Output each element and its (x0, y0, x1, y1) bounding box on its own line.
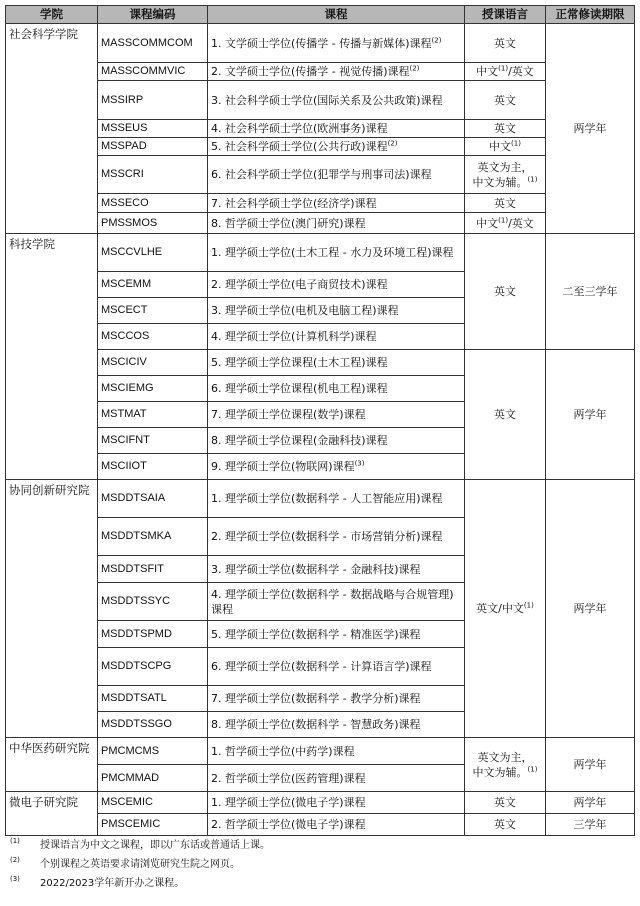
course-cell (208, 324, 465, 350)
course-cell (208, 402, 465, 428)
course-cell (208, 272, 465, 298)
course-text: 5. 理学硕士学位课程(土木工程)课程 (211, 356, 388, 369)
duration-cell: 二至三学年 (546, 234, 635, 350)
footnote-text: 个别课程之英语要求请浏览研究生院之网页。 (40, 859, 240, 870)
footnote (10, 874, 630, 893)
course-cell (208, 298, 465, 324)
faculty-cell: 微电子研究院 (6, 792, 98, 836)
duration-cell: 两学年 (546, 738, 635, 792)
duration-cell: 三学年 (546, 814, 635, 836)
language-cell: 英文 (465, 234, 546, 350)
table-row (6, 24, 635, 63)
footnote-text: 2022/2023学年新开办之课程。 (40, 878, 185, 889)
footnote-mark: (1) (10, 837, 20, 845)
course-text: 4. 理学硕士学位(数据科学 - 数据战略与合规管理)课程 (211, 587, 454, 616)
course-cell (208, 24, 465, 63)
header-language: 授课语言 (465, 6, 546, 24)
code-cell: MASSCOMMCOM (98, 24, 208, 63)
footnote-mark: (2) (409, 64, 420, 73)
code-cell: MSDDTSSGO (98, 712, 208, 738)
lang-text: 中文为辅。 (472, 765, 528, 779)
lang-text: 英文为主， (477, 160, 533, 174)
course-cell (208, 376, 465, 402)
lang-text: /英文 (508, 65, 534, 78)
code-cell: MASSCOMMVIC (98, 63, 208, 81)
lang-text: 中文为辅。 (472, 175, 528, 189)
language-cell: 英文 (465, 792, 546, 814)
code-cell: MSDDTSFIT (98, 556, 208, 583)
faculty-cell: 科技学院 (6, 234, 98, 480)
language-cell: 英文 (465, 194, 546, 213)
language-cell (465, 738, 546, 792)
course-text: 5. 理学硕士学位(数据科学 - 精准医学)课程 (211, 627, 421, 641)
language-cell: 英文 (465, 814, 546, 836)
course-cell (208, 556, 465, 583)
course-cell (208, 738, 465, 765)
footnote-mark: (2) (431, 35, 442, 44)
duration-cell: 两学年 (546, 792, 635, 814)
course-text: 9. 理学硕士学位(物联网)课程 (211, 460, 355, 473)
course-text: 1. 理学硕士学位(数据科学 - 人工智能应用)课程 (211, 492, 443, 505)
code-cell: MSCEMIC (98, 792, 208, 814)
code-cell: MSSIRP (98, 81, 208, 120)
course-text: 6. 理学硕士学位课程(机电工程)课程 (211, 382, 388, 395)
footnotes (10, 836, 630, 893)
code-cell: PMSSMOS (98, 213, 208, 234)
lang-text: 英文为主， (477, 750, 533, 764)
code-cell: MSCCOS (98, 324, 208, 350)
code-cell: MSCCVLHE (98, 234, 208, 272)
language-cell: 英文 (465, 120, 546, 138)
footnote (10, 855, 630, 874)
footnote-mark: (1) (511, 139, 521, 148)
lang-text: 中文 (476, 65, 499, 78)
language-cell: 英文 (465, 24, 546, 63)
course-text: 1. 理学硕士学位(土木工程 - 水力及环境工程)课程 (211, 246, 454, 259)
table-row (6, 738, 635, 765)
faculty-cell: 中华医药研究院 (6, 738, 98, 792)
course-cell (208, 792, 465, 814)
code-cell: MSSECO (98, 194, 208, 213)
course-text: 3. 社会科学硕士学位(国际关系及公共政策)课程 (211, 93, 443, 107)
course-text: 8. 哲学硕士学位(澳门研究)课程 (211, 216, 366, 230)
course-text: 2. 理学硕士学位(电子商贸技术)课程 (211, 278, 388, 291)
course-cell (208, 156, 465, 194)
code-cell: MSCEMM (98, 272, 208, 298)
language-cell: 英文 (465, 350, 546, 480)
table-row (6, 81, 635, 120)
course-text: 7. 理学硕士学位课程(数学)课程 (211, 408, 366, 421)
footnote-mark: (2) (10, 856, 20, 864)
table-row (6, 792, 635, 814)
course-cell (208, 621, 465, 648)
footnote-text: 授课语言为中文之课程，即以广东话或普通话上课。 (40, 840, 270, 851)
header-duration: 正常修读期限 (546, 6, 635, 24)
course-cell (208, 234, 465, 272)
code-cell: MSDDTSCPG (98, 648, 208, 686)
duration-cell: 两学年 (546, 350, 635, 480)
header-faculty: 学院 (6, 6, 98, 24)
course-text: 2. 文学硕士学位(传播学 - 视觉传播)课程 (211, 65, 410, 78)
table-row (6, 63, 635, 81)
footnote-mark: (3) (354, 459, 365, 468)
course-cell (208, 686, 465, 712)
course-cell (208, 194, 465, 213)
footnote-mark: (2) (387, 139, 398, 148)
footnote-mark: (3) (10, 875, 20, 883)
code-cell: MSTMAT (98, 402, 208, 428)
lang-text: 英文/中文 (476, 602, 524, 615)
course-cell (208, 648, 465, 686)
code-cell: MSCIEMG (98, 376, 208, 402)
course-text: 2. 哲学硕士学位(微电子学)课程 (211, 818, 366, 831)
course-text: 3. 理学硕士学位(电机及电脑工程)课程 (211, 304, 399, 317)
course-text: 8. 理学硕士学位(数据科学 - 智慧政务)课程 (211, 718, 421, 731)
course-text: 3. 理学硕士学位(数据科学 - 金融科技)课程 (211, 562, 421, 576)
language-cell (465, 213, 546, 234)
code-cell: MSDDTSPMD (98, 621, 208, 648)
faculty-cell: 协同创新研究院 (6, 480, 98, 738)
language-cell (465, 480, 546, 738)
code-cell: PMCMMAD (98, 765, 208, 792)
code-cell: PMCMCMS (98, 738, 208, 765)
code-cell: PMSCEMIC (98, 814, 208, 836)
course-text: 6. 理学硕士学位(数据科学 - 计算语言学)课程 (211, 660, 432, 673)
footnote-mark: (1) (527, 764, 538, 773)
code-cell: MSSCRI (98, 156, 208, 194)
course-text: 1. 哲学硕士学位(中药学)课程 (211, 744, 355, 758)
code-cell: MSDDTSATL (98, 686, 208, 712)
code-cell: MSCICIV (98, 350, 208, 376)
course-text: 7. 社会科学硕士学位(经济学)课程 (211, 196, 377, 210)
table-row (6, 350, 635, 376)
duration-cell: 两学年 (546, 24, 635, 234)
table-row (6, 138, 635, 156)
table-row (6, 814, 635, 836)
language-cell (465, 63, 546, 81)
code-cell: MSCECT (98, 298, 208, 324)
course-text: 7. 理学硕士学位(数据科学 - 教学分析)课程 (211, 692, 421, 705)
header-course: 课程 (208, 6, 465, 24)
course-cell (208, 583, 465, 621)
language-cell (465, 156, 546, 194)
lang-text: 中文 (489, 140, 512, 153)
table-row (6, 156, 635, 194)
course-cell (208, 712, 465, 738)
course-text: 8. 理学硕士学位课程(金融科技)课程 (211, 434, 388, 447)
code-cell: MSSPAD (98, 138, 208, 156)
header-row (6, 6, 635, 24)
course-text: 1. 文学硕士学位(传播学 - 传播与新媒体)课程 (211, 36, 432, 50)
footnote-mark: (1) (498, 215, 509, 224)
footnote (10, 836, 630, 855)
table-row (6, 213, 635, 234)
course-cell (208, 814, 465, 836)
duration-cell: 两学年 (546, 480, 635, 738)
table-row (6, 480, 635, 518)
code-cell: MSDDTSAIA (98, 480, 208, 518)
code-cell: MSCIFNT (98, 428, 208, 454)
course-cell (208, 428, 465, 454)
code-cell: MSCIIOT (98, 454, 208, 480)
course-cell (208, 138, 465, 156)
table-row (6, 234, 635, 272)
language-cell: 英文 (465, 81, 546, 120)
course-text: 4. 社会科学硕士学位(欧洲事务)课程 (211, 122, 388, 135)
course-cell (208, 120, 465, 138)
footnote-mark: (1) (498, 64, 509, 73)
lang-text: /英文 (508, 216, 534, 230)
code-cell: MSDDTSMKA (98, 518, 208, 556)
course-cell (208, 518, 465, 556)
course-cell (208, 454, 465, 480)
header-code: 课程编码 (98, 6, 208, 24)
course-text: 6. 社会科学硕士学位(犯罪学与刑事司法)课程 (211, 168, 432, 181)
table-row (6, 194, 635, 213)
course-cell (208, 81, 465, 120)
course-cell (208, 350, 465, 376)
course-text: 2. 理学硕士学位(数据科学 - 市场营销分析)课程 (211, 530, 443, 543)
course-text: 2. 哲学硕士学位(医药管理)课程 (211, 771, 366, 785)
language-cell (465, 138, 546, 156)
footnote-mark: (1) (523, 601, 534, 610)
course-cell (208, 765, 465, 792)
faculty-cell: 社会科学学院 (6, 24, 98, 234)
course-text: 1. 理学硕士学位(微电子学)课程 (211, 796, 366, 809)
course-text: 4. 理学硕士学位(计算机科学)课程 (211, 330, 377, 343)
programme-table (5, 5, 635, 836)
course-cell (208, 480, 465, 518)
table-row (6, 120, 635, 138)
code-cell: MSDDTSSYC (98, 583, 208, 621)
course-text: 5. 社会科学硕士学位(公共行政)课程 (211, 140, 388, 153)
course-cell (208, 213, 465, 234)
footnote-mark: (1) (527, 174, 538, 183)
course-cell (208, 63, 465, 81)
code-cell: MSSEUS (98, 120, 208, 138)
lang-text: 中文 (476, 216, 499, 230)
